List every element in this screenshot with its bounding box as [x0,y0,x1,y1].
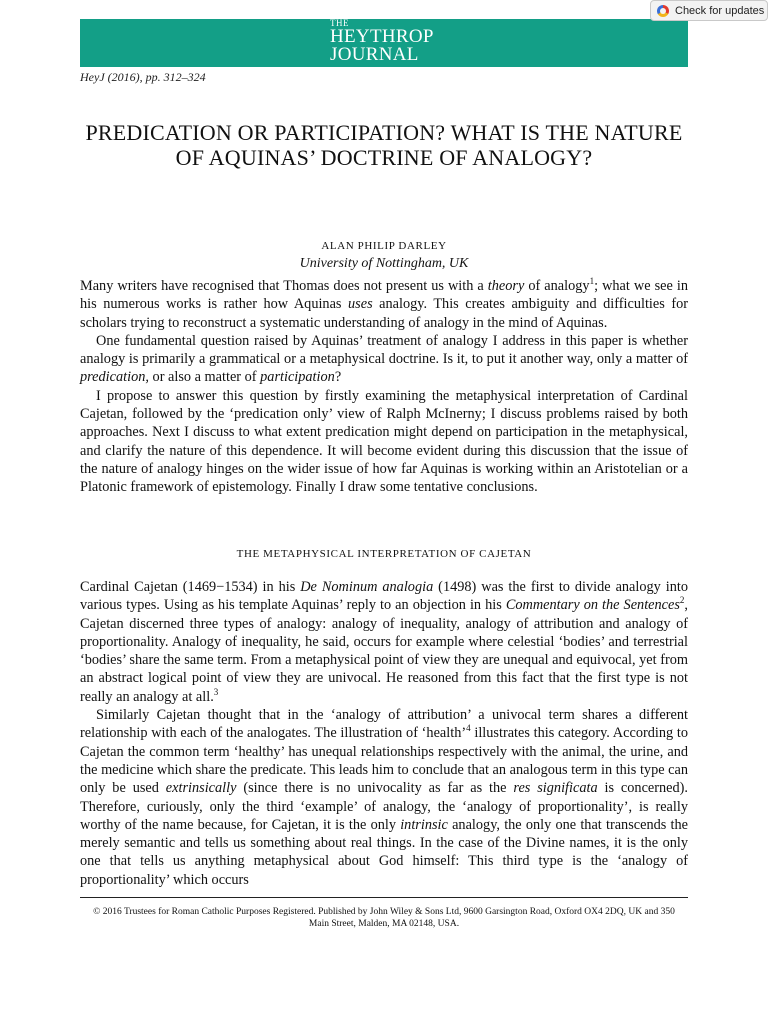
check-for-updates-button[interactable] [650,0,768,21]
footer-line-1: © 2016 Trustees for Roman Catholic Purposes Registered. Published by John Wiley & Sons Ltd, 9600 Garsington Road, Oxford OX4 2DQ, UK and 350 [93,907,675,917]
journal-citation: HeyJ (2016), pp. 312–324 [80,70,206,84]
footer-line-2: Main Street, Malden, MA 02148, USA. [308,919,460,929]
crossmark-icon [657,5,669,17]
logo-line-2: JOURNAL [330,44,419,65]
article-author: ALAN PHILIP DARLEY [321,240,447,252]
logo-the: THE [330,18,349,28]
section-paragraph-2: Similarly Cajetan thought that in the ‘analogy of attribution’ a univocal term shares a different relationship with each of the analogates. The illustration of ‘health’$^4$ illustrates this category. According to Cajetan the common term ‘healthy’ has unequal relationships respectively with the animal, the urine, and the medicine which share the predicate. This leads him to conclude that an analogous term in this type can only be used extrinsically (since there is no univocality as far as the res significata is concerned). Therefore, curiously, only the third ‘example’ of analogy, the ‘analogy of proportionality’, is really worthy of the name because, for Cajetan, it is the only intrinsic analogy, the only one that transcends the merely semantic and tells us something about real things. In the case of the Divine names, it is the only one that tells us anything metaphysical about God himself: This third type is the ‘analogy of proportionality’ which occurs [80,707,688,888]
footnote-ref-3[interactable]: 3 [213,687,219,698]
article-title: PREDICATION OR PARTICIPATION? WHAT IS THE NATURE OF AQUINAS’ DOCTRINE OF ANALOGY? [85,120,683,170]
footnote-ref-2[interactable]: 2 [679,595,685,606]
footnote-ref-1[interactable]: 1 [589,276,595,287]
introduction [80,277,688,497]
intro-paragraph-3: I propose to answer this question by firstly examining the metaphysical interpretation of Cardinal Cajetan, followed by the ‘predication only’ view of Ralph McInerny; I discuss problems raised by both approaches. Next I discuss to what extent predication might depend on participation in the metaphysical, and clarify the nature of this dependence. It will become evident during this discussion that the issue of the nature of analogy hinges on the wider issue of how far Aquinas is working within an Aristotelian or a Platonic framework of epistemology. Finally I draw some tentative conclusions. [80,387,688,496]
section-body [80,578,688,889]
logo-line-1: HEYTHROP [330,26,434,47]
copyright-footer [80,906,688,930]
footnote-ref-4[interactable]: 4 [466,723,471,734]
check-for-updates-label: Check for updates [675,4,765,17]
journal-logo [330,19,434,64]
footer-rule [80,897,688,898]
section-heading: THE METAPHYSICAL INTERPRETATION OF CAJETAN [236,548,532,560]
author-affiliation: University of Nottingham, UK [299,256,469,271]
intro-paragraph-2: One fundamental question raised by Aquinas’ treatment of analogy I address in this paper is whether analogy is primarily a grammatical or a metaphysical doctrine. Is it, to put it another way, only a matter of predication, or also a matter of participation? [80,332,688,386]
intro-paragraph-1: Many writers have recognised that Thomas does not present us with a theory of analogy$^1$; what we see in his numerous works is rather how Aquinas uses analogy. This creates ambiguity and difficulties for scholars trying to reconstruct a systematic understanding of analogy in the mind of Aquinas. [80,276,688,331]
section-paragraph-1: Cardinal Cajetan (1469−1534) in his De Nominum analogia (1498) was the first to divide analogy into various types. Using as his template Aquinas’ reply to an objection in his Commentary on the Sentences$^2$, Cajetan discerned three types of analogy: analogy of inequality, analogy of attribution and analogy of proportionality. Analogy of inequality, he said, occurs for example where celestial ‘bodies’ and terrestrial ‘bodies’ share the same term. From a metaphysical point of view they are unequal and equivocal, yet from an abstract logical point of view they are univocal. He reasoned from this fact that the first type is not really an analogy at all.$^3$ [80,579,689,705]
